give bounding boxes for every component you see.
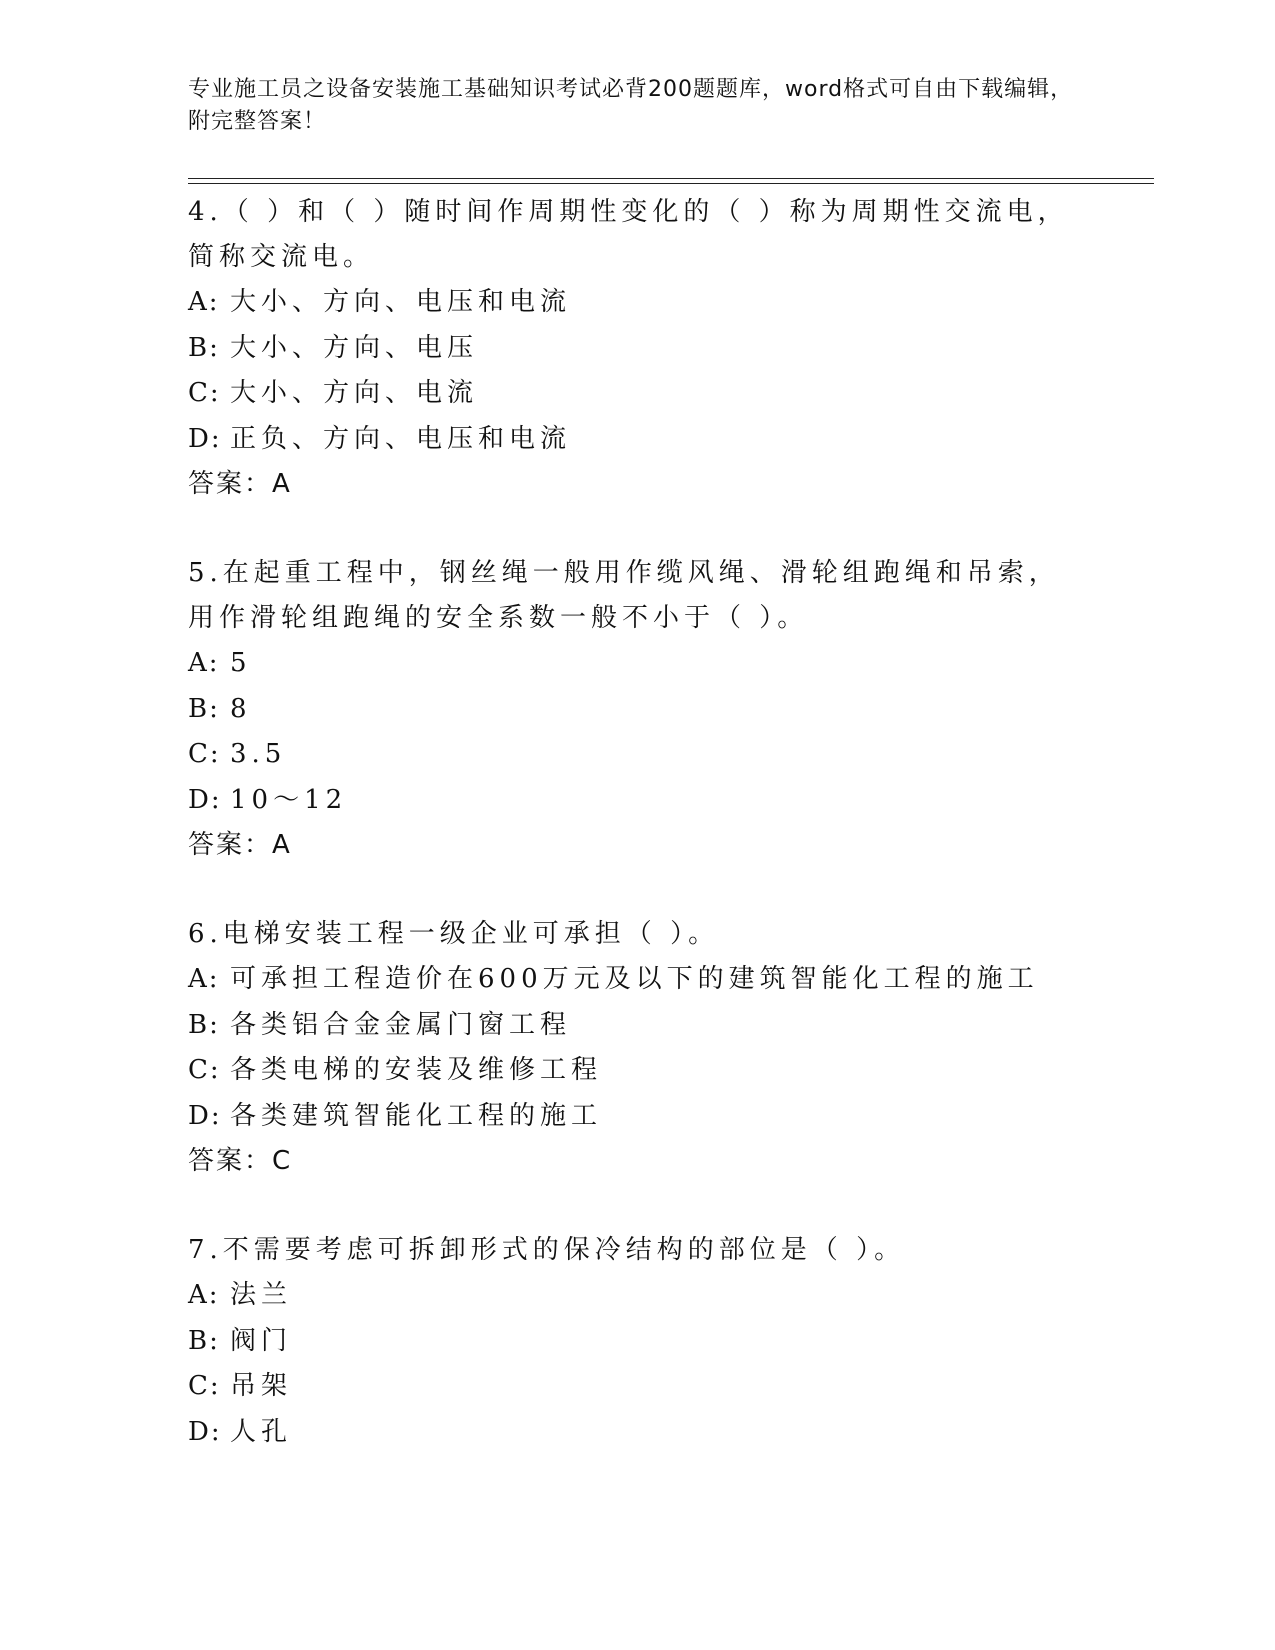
option-d <box>188 417 1088 463</box>
option-text: 大小、方向、电流 <box>230 378 479 408</box>
option-letter: B: <box>188 332 220 363</box>
option-b <box>188 687 1088 733</box>
option-c <box>188 371 1088 417</box>
option-c <box>188 732 1088 778</box>
option-a <box>188 1273 1088 1319</box>
question-7 <box>188 1228 1088 1455</box>
option-letter: C: <box>188 378 221 408</box>
question-stem: 4.（ ）和（ ）随时间作周期性变化的（ ）称为周期性交流电，简称交流电。 <box>188 197 1069 272</box>
option-c <box>188 1048 1088 1094</box>
option-text: 法兰 <box>230 1280 293 1310</box>
option-b <box>188 1003 1088 1049</box>
option-a <box>188 641 1088 687</box>
option-c <box>188 1364 1088 1410</box>
option-text: 可承担工程造价在600万元及以下的建筑智能化工程的施工 <box>230 964 1039 994</box>
option-b <box>188 326 1088 372</box>
option-letter: D: <box>188 784 222 815</box>
question-stem: 5.在起重工程中，钢丝绳一般用作缆风绳、滑轮组跑绳和吊索，用作滑轮组跑绳的安全系数一般不小于（ ）。 <box>188 558 1060 633</box>
option-d <box>188 1410 1088 1456</box>
option-text: 10～12 <box>230 784 348 815</box>
option-text: 大小、方向、电压 <box>230 332 479 363</box>
answer-label: 答案：C <box>188 1146 293 1176</box>
option-letter: B: <box>188 1325 220 1356</box>
option-letter: D: <box>188 423 222 454</box>
option-letter: A: <box>188 964 220 994</box>
question-4 <box>188 190 1088 507</box>
question-5 <box>188 551 1088 868</box>
option-letter: C: <box>188 1055 221 1085</box>
option-letter: D: <box>188 1100 222 1131</box>
option-text: 正负、方向、电压和电流 <box>230 423 572 454</box>
option-letter: A: <box>188 287 220 317</box>
option-text: 8 <box>230 693 252 724</box>
option-a <box>188 957 1088 1003</box>
option-letter: B: <box>188 1009 220 1040</box>
option-d <box>188 778 1088 824</box>
option-letter: C: <box>188 1371 221 1401</box>
option-text: 人孔 <box>230 1416 293 1447</box>
question-stem: 7.不需要考虑可拆卸形式的保冷结构的部位是（ ）。 <box>188 1235 906 1265</box>
document-title: 专业施工员之设备安装施工基础知识考试必背200题题库，word格式可自由下载编辑，附完整答案！ <box>188 77 1074 134</box>
header-divider-top <box>188 178 1154 179</box>
header-divider-bottom <box>188 183 1154 184</box>
question-6 <box>188 912 1088 1184</box>
option-text: 阀门 <box>230 1325 293 1356</box>
option-letter: A: <box>188 1280 220 1310</box>
option-text: 5 <box>230 648 252 678</box>
question-list <box>188 190 1088 1499</box>
option-text: 吊架 <box>230 1371 293 1401</box>
option-letter: C: <box>188 739 221 769</box>
option-text: 3.5 <box>230 739 287 769</box>
option-letter: D: <box>188 1416 222 1447</box>
option-text: 各类铝合金金属门窗工程 <box>230 1009 572 1040</box>
option-letter: B: <box>188 693 220 724</box>
option-text: 各类建筑智能化工程的施工 <box>230 1100 603 1131</box>
question-stem: 6.电梯安装工程一级企业可承担（ ）。 <box>188 919 720 949</box>
answer-label: 答案：A <box>188 830 292 860</box>
option-d <box>188 1094 1088 1140</box>
answer-label: 答案：A <box>188 469 292 499</box>
option-text: 大小、方向、电压和电流 <box>230 287 572 317</box>
option-b <box>188 1319 1088 1365</box>
option-letter: A: <box>188 648 220 678</box>
option-a <box>188 280 1088 326</box>
option-text: 各类电梯的安装及维修工程 <box>230 1055 603 1085</box>
